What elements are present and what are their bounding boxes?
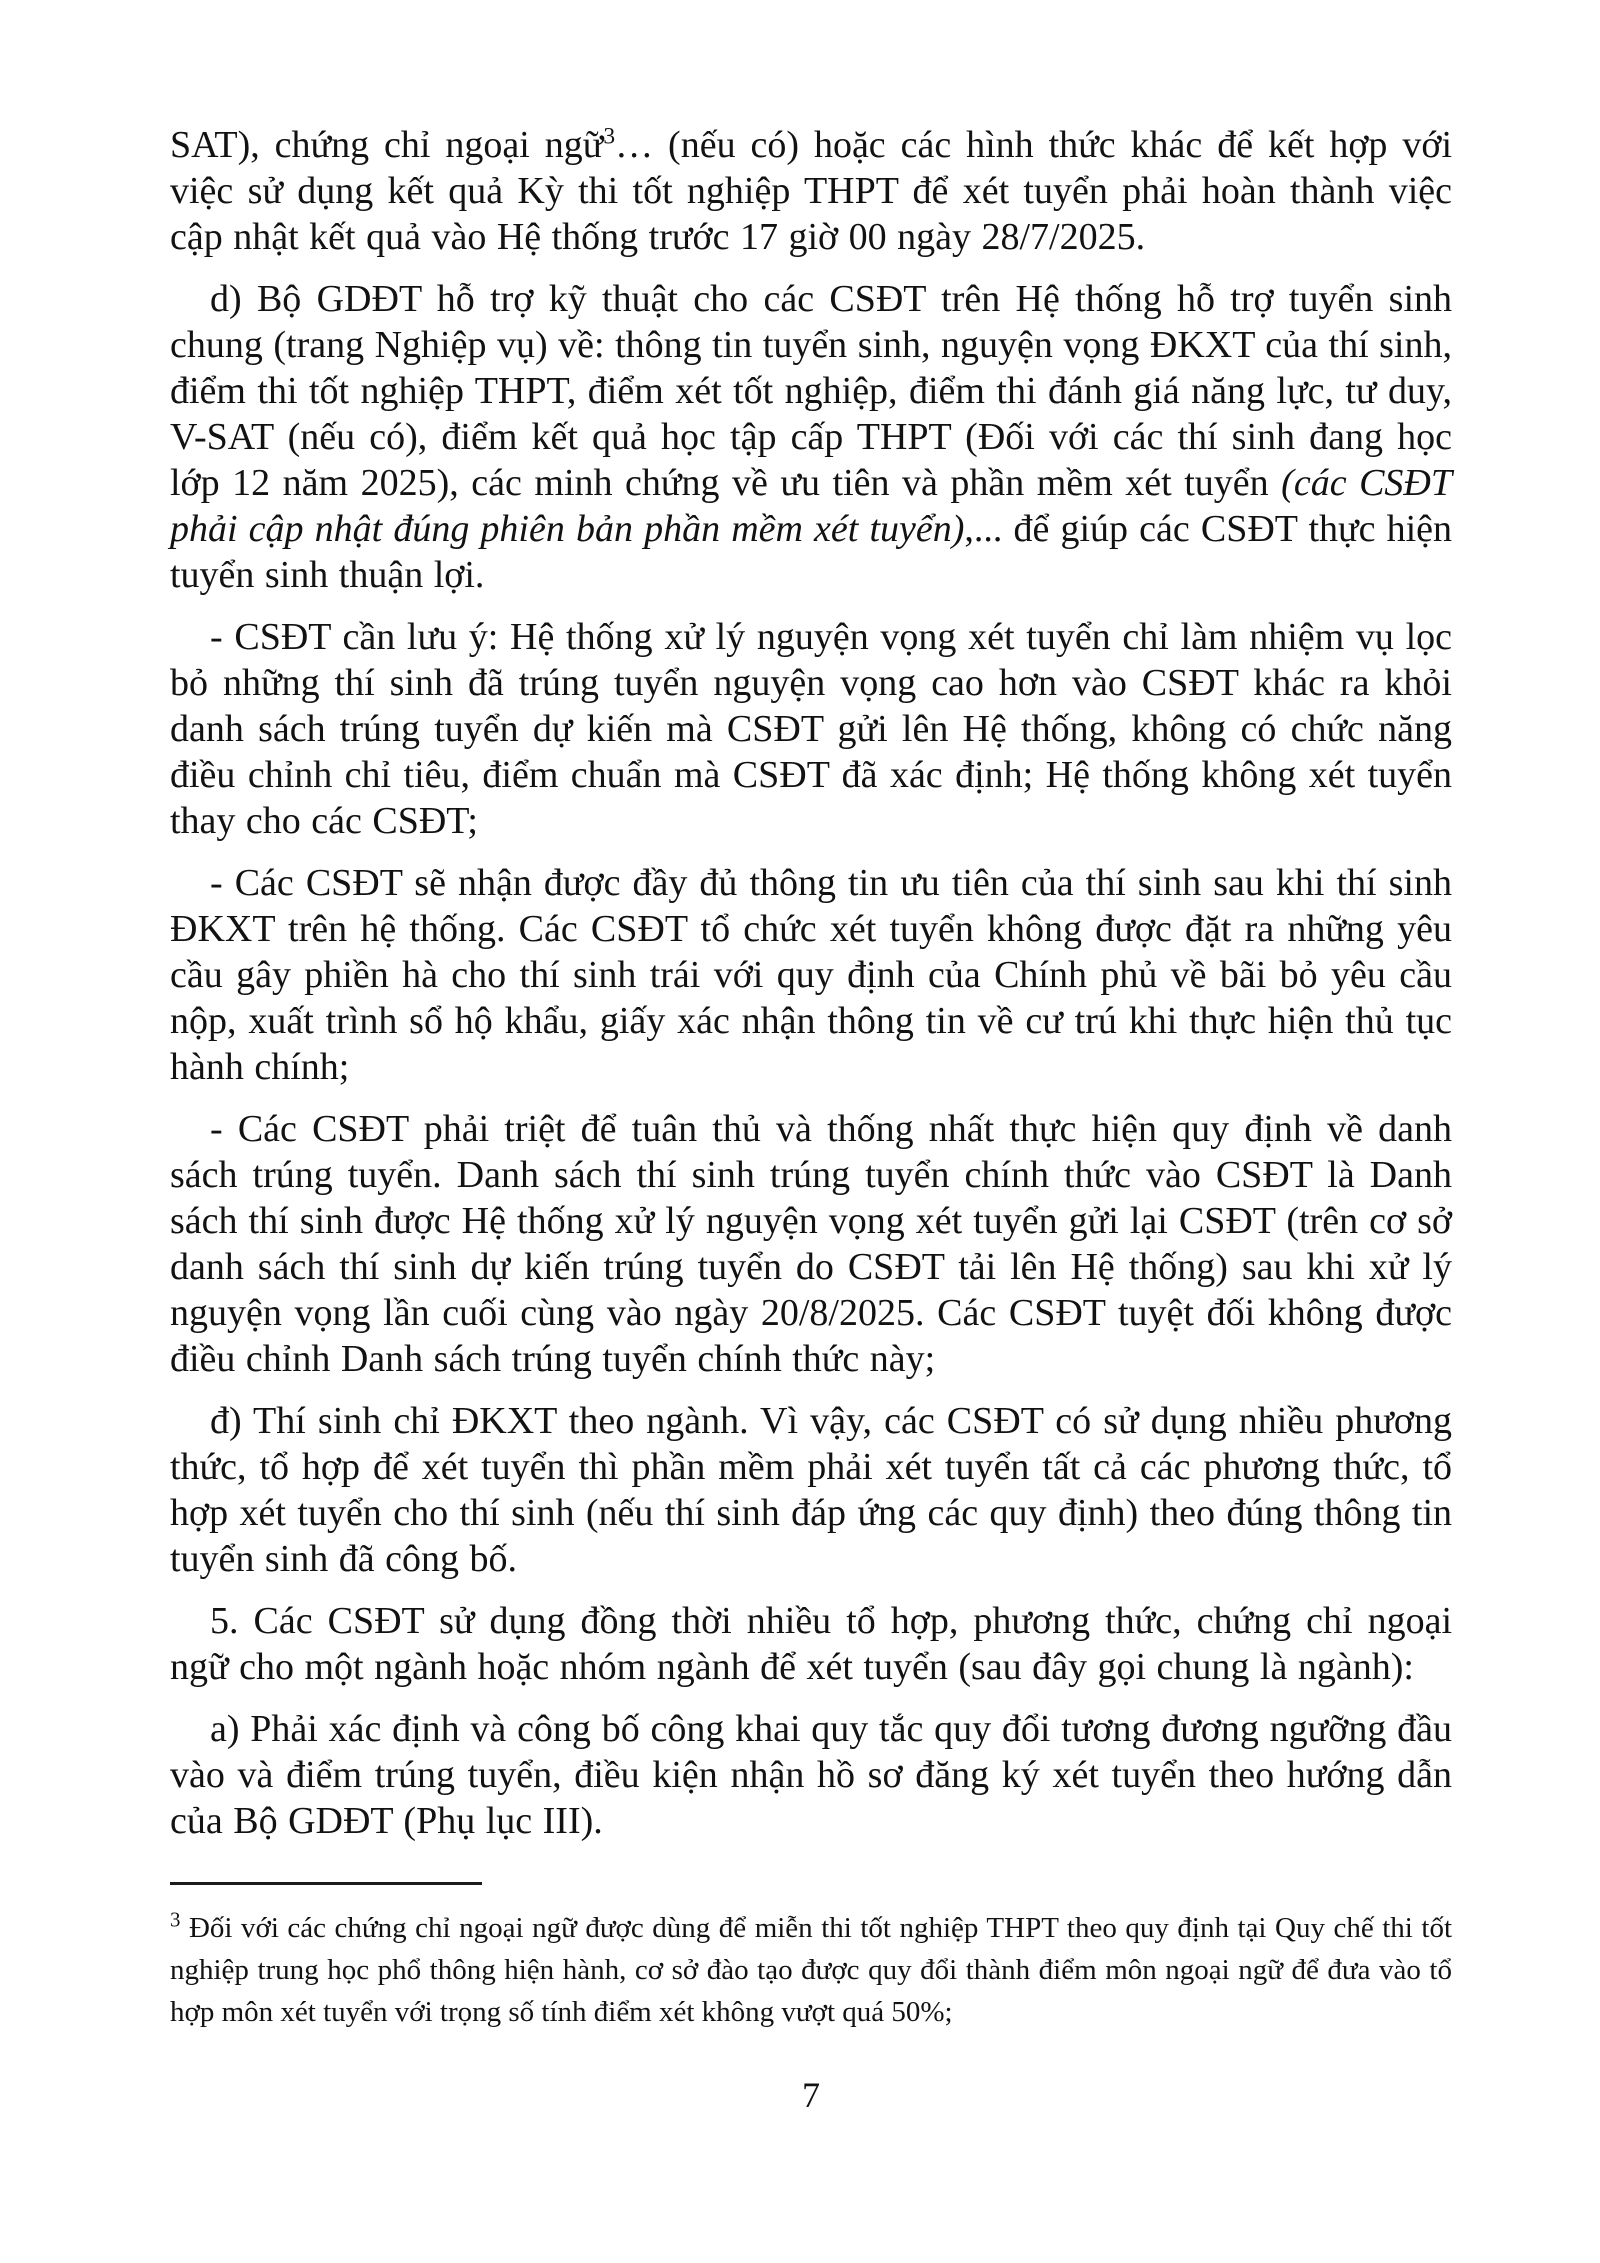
footnote — [170, 1907, 1452, 2033]
paragraph-text: … (nếu có) hoặc các hình thức khác để kết hợp với việc sử dụng kết quả Kỳ thi tốt nghiệp THPT để xét tuyển phải hoàn thành việc cập nhật kết quả vào Hệ thống trước 17 giờ 00 ngày 28/7/2025. — [170, 124, 1453, 258]
paragraph-text: SAT), chứng chỉ ngoại ngữ — [170, 124, 604, 166]
paragraph-item-d — [170, 276, 1452, 598]
footnote-reference-3: 3 — [603, 123, 616, 150]
footnote-text: Đối với các chứng chỉ ngoại ngữ được dùng để miễn thi tốt nghiệp THPT theo quy định tại Quy chế thi tốt nghiệp trung học phổ thông hiện hành, cơ sở đào tạo được quy đổi thành điểm môn ngoại ngữ để đưa vào tổ hợp môn xét tuyển với trọng số tính điểm xét không vượt quá 50%; — [170, 1912, 1452, 2028]
paragraph-item-dd — [170, 1398, 1452, 1582]
page-number: 7 — [802, 2075, 820, 2115]
paragraph-text: đ) Thí sinh chỉ ĐKXT theo ngành. Vì vậy, các CSĐT có sử dụng nhiều phương thức, tổ hợp để xét tuyển thì phần mềm phải xét tuyển tất cả các phương thức, tổ hợp xét tuyển cho thí sinh (nếu thí sinh đáp ứng các quy định) theo đúng thông tin tuyển sinh đã công bố. — [170, 1400, 1452, 1580]
paragraph-bullet-luu-y — [170, 614, 1452, 844]
paragraph-section-5 — [170, 1598, 1452, 1690]
paragraph-text: - Các CSĐT phải triệt để tuân thủ và thống nhất thực hiện quy định về danh sách trúng tuyển. Danh sách thí sinh trúng tuyển chính thức vào CSĐT là Danh sách thí sinh được Hệ thống xử lý nguyện vọng xét tuyển gửi lại CSĐT (trên cơ sở danh sách thí sinh dự kiến trúng tuyển do CSĐT tải lên Hệ thống) sau khi xử lý nguyện vọng lần cuối cùng vào ngày 20/8/2025. Các CSĐT tuyệt đối không được điều chỉnh Danh sách trúng tuyển chính thức này; — [170, 1108, 1452, 1380]
paragraph-text: a) Phải xác định và công bố công khai quy tắc quy đổi tương đương ngưỡng đầu vào và điểm trúng tuyển, điều kiện nhận hồ sơ đăng ký xét tuyển theo hướng dẫn của Bộ GDĐT (Phụ lục III). — [170, 1708, 1452, 1842]
paragraph-text: d) Bộ GDĐT hỗ trợ kỹ thuật cho các CSĐT trên Hệ thống hỗ trợ tuyển sinh chung (trang Nghiệp vụ) về: thông tin tuyển sinh, nguyện vọng ĐKXT của thí sinh, điểm thi tốt nghiệp THPT, điểm xét tốt nghiệp, điểm thi đánh giá năng lực, tư duy, V-SAT (nếu có), điểm kết quả học tập cấp THPT (Đối với các thí sinh đang học lớp 12 năm 2025), các minh chứng về ưu tiên và phần mềm xét tuyển — [170, 278, 1452, 504]
footnote-separator — [170, 1882, 482, 1885]
paragraph-text: 5. Các CSĐT sử dụng đồng thời nhiều tổ hợp, phương thức, chứng chỉ ngoại ngữ cho một ngành hoặc nhóm ngành để xét tuyển (sau đây gọi chung là ngành): — [170, 1600, 1452, 1688]
paragraph-text: ,... để giúp các CSĐT thực hiện tuyển sinh thuận lợi. — [170, 508, 1452, 596]
paragraph-italic-note: (các CSĐT phải cập nhật đúng phiên bản phần mềm xét tuyển) — [170, 462, 1452, 550]
paragraph-bullet-danh-sach-trung-tuyen — [170, 1106, 1452, 1382]
paragraph-text: - Các CSĐT sẽ nhận được đầy đủ thông tin ưu tiên của thí sinh sau khi thí sinh ĐKXT trên hệ thống. Các CSĐT tổ chức xét tuyển không được đặt ra những yêu cầu gây phiền hà cho thí sinh trái với quy định của Chính phủ về bãi bỏ yêu cầu nộp, xuất trình sổ hộ khẩu, giấy xác nhận thông tin về cư trú khi thực hiện thủ tục hành chính; — [170, 862, 1452, 1088]
paragraph-bullet-thong-tin-uu-tien — [170, 860, 1452, 1090]
footnote-marker: 3 — [170, 1907, 181, 1932]
paragraph-item-a — [170, 1706, 1452, 1844]
paragraph-continuation — [170, 122, 1452, 260]
document-body — [170, 122, 1452, 1844]
paragraph-text: - CSĐT cần lưu ý: Hệ thống xử lý nguyện vọng xét tuyển chỉ làm nhiệm vụ lọc bỏ những thí sinh đã trúng tuyển nguyện vọng cao hơn vào CSĐT khác ra khỏi danh sách trúng tuyển dự kiến mà CSĐT gửi lên Hệ thống, không có chức năng điều chỉnh chỉ tiêu, điểm chuẩn mà CSĐT đã xác định; Hệ thống không xét tuyển thay cho các CSĐT; — [170, 616, 1452, 842]
